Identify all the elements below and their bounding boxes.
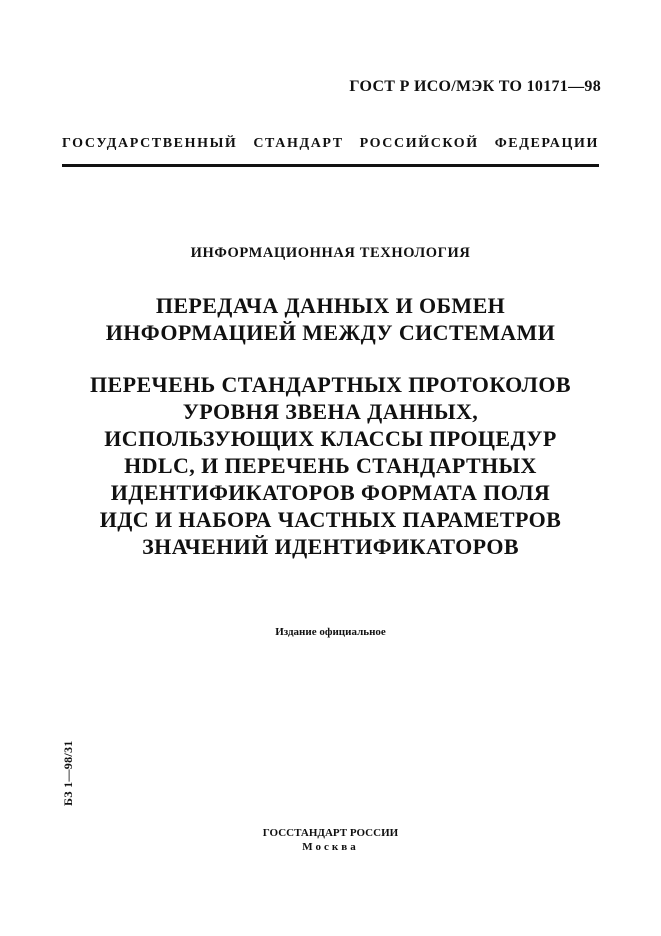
subtitle-line: ЗНАЧЕНИЙ ИДЕНТИФИКАТОРОВ bbox=[142, 534, 519, 559]
standard-number: ГОСТ Р ИСО/МЭК ТО 10171—98 bbox=[349, 78, 601, 95]
subtitle bbox=[0, 371, 661, 560]
org-word: СТАНДАРТ bbox=[253, 136, 344, 151]
edition-note: Издание официальное bbox=[275, 626, 386, 638]
main-title bbox=[0, 292, 661, 346]
publisher-block bbox=[0, 826, 661, 854]
org-word: РОССИЙСКОЙ bbox=[359, 136, 479, 151]
publisher-name: ГОССТАНДАРТ РОССИИ bbox=[262, 827, 399, 839]
org-word: ГОСУДАРСТВЕННЫЙ bbox=[62, 136, 238, 151]
subtitle-line: ПЕРЕЧЕНЬ СТАНДАРТНЫХ ПРОТОКОЛОВ bbox=[90, 372, 571, 397]
subtitle-line: HDLC, И ПЕРЕЧЕНЬ СТАНДАРТНЫХ bbox=[124, 453, 537, 478]
header-divider bbox=[62, 164, 599, 167]
publisher-city: Москва bbox=[302, 841, 359, 853]
org-word: ФЕДЕРАЦИИ bbox=[494, 136, 599, 151]
subtitle-line: УРОВНЯ ЗВЕНА ДАННЫХ, bbox=[182, 399, 479, 424]
main-title-line: ИНФОРМАЦИЕЙ МЕЖДУ СИСТЕМАМИ bbox=[105, 320, 556, 345]
subtitle-line: ИДЕНТИФИКАТОРОВ ФОРМАТА ПОЛЯ bbox=[110, 480, 551, 505]
main-title-line: ПЕРЕДАЧА ДАННЫХ И ОБМЕН bbox=[155, 293, 506, 318]
organization-line bbox=[62, 136, 599, 152]
catalog-code: БЗ 1—98/31 bbox=[61, 740, 75, 806]
series-title: ИНФОРМАЦИОННАЯ ТЕХНОЛОГИЯ bbox=[190, 245, 471, 261]
subtitle-line: ИДС И НАБОРА ЧАСТНЫХ ПАРАМЕТРОВ bbox=[99, 507, 562, 532]
subtitle-line: ИСПОЛЬЗУЮЩИХ КЛАССЫ ПРОЦЕДУР bbox=[104, 426, 557, 451]
